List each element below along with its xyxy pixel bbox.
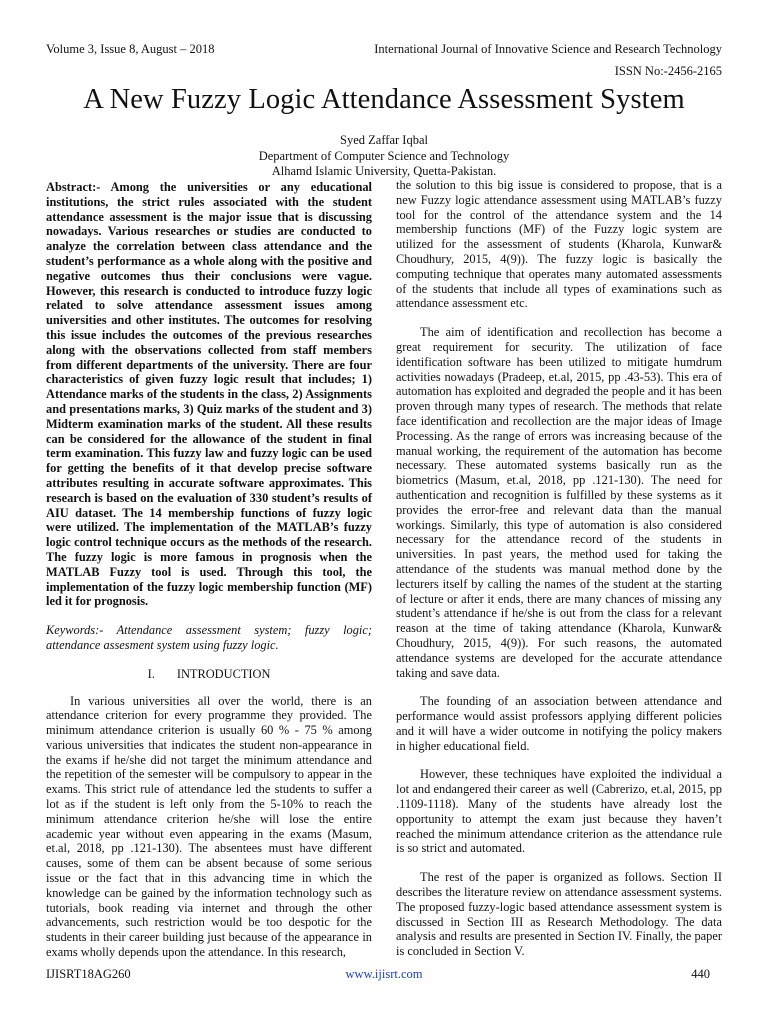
- paragraph: However, these techniques have exploited the individual a lot and endangered their career as well (Cabrerizo, et.al, 2015, pp .1109-1118). Many of the students have already lost the opportunity to attempt the exam just because they haven’t reached the minimum attendance criterion as the attendance rule is so strict and automated.: [396, 767, 722, 856]
- paper-title: A New Fuzzy Logic Attendance Assessment System: [83, 84, 685, 115]
- author-university: Alhamd Islamic University, Quetta-Pakistan.: [271, 164, 497, 178]
- intro-paragraph: In various universities all over the world, there is an attendance criterion for every programme they provided. The minimum attendance criterion is usually 60 % - 75 % among various universities that indicates the student non-appearance in the exams if he/she did not target the minimum attendance and the repetition of the semester will be compulsory to appear in the exams. This strict rule of attendance led the students to suffer a lot as if the student is left only from the 5-10% to reach the minimum attendance criterion he/she will lose the entire academic year without even appearing in the exams (Masum, et.al, 2018, pp .121-130). The absentees must have different causes, some of them can be absent because of some serious issue or the fact that in this advancing time in which the knowledge can be gained by the information technology such as tutorials, book reading via internet and through the other advancements, such restriction would be too despotic for the students in their career building just because of the appearance in exams wholly depends upon the attendance. In this research,: [46, 693, 372, 960]
- author-block: [0, 133, 768, 180]
- website-link[interactable]: www.ijisrt.com: [345, 967, 423, 981]
- abstract: Abstract:- Among the universities or any educational institutions, the strict rules associated with the student attendance assessment is the major issue that is discussing nowadays. Various researches or studies are conducted to analyze the correlation between class attendance and the student’s performance as a whole along with the positive and negative outcomes thus their conclusions were vague. However, this research is conducted to introduce fuzzy logic related to solve attendance assessment issues among universities and other institutes. The outcomes for resolving this issue includes the outcomes of the previous researches along with the observations collected from staff members from different departments of the university. There are four characteristics of given fuzzy logic result that includes; 1) Attendance marks of the students in the class, 2) Assignments and presentations marks, 3) Quiz marks of the student and 3) Midterm examination marks of the student. All these results can be considered for the allowance of the student in final term examination. This fuzzy law and fuzzy logic can be used for getting the benefits of it that develop precise software attributes resulting in accurate software approximates. This research is based on the evaluation of 330 student’s results of AIU dataset. The 14 membership functions of fuzzy logic were utilized. The implementation of the MATLAB’s fuzzy logic control technique occurs as the methods of the research. The fuzzy logic is more famous in prognosis when the MATLAB Fuzzy tool is used. Through this tool, the implementation of the fuzzy logic membership function (MF) led it for prognosis.: [46, 180, 372, 609]
- section-number: I.: [147, 666, 155, 681]
- author-name: Syed Zaffar Iqbal: [340, 133, 428, 147]
- paragraph: The founding of an association between attendance and performance would assist professors applying different policies and it will have a wider outcome in notifying the policy makers in higher educational field.: [396, 694, 722, 753]
- volume-info: Volume 3, Issue 8, August – 2018: [46, 42, 215, 56]
- paragraph: The rest of the paper is organized as follows. Section II describes the literature review on attendance assessment systems. The proposed fuzzy-logic based attendance assessment system is discussed in Section III as Research Methodology. The data analysis and results are presented in Section IV. Finally, the paper is concluded in Section V.: [396, 870, 722, 959]
- paragraph-continued: the solution to this big issue is considered to propose, that is a new Fuzzy logic attendance assessment using MATLAB’s fuzzy tool for the control of the attendance system and the 14 membership functions (MF) of the Fuzzy logic system are utilized for the assessment of students (Kharola, Kunwar& Choudhury, 2015, 4(9)). The fuzzy logic is basically the computing technique that operates many automated assessments of the students that include all types of examinations such as attendance assessment etc.: [396, 178, 722, 311]
- section-title: INTRODUCTION: [176, 666, 271, 681]
- left-column: [46, 180, 372, 960]
- page-number: 440: [691, 967, 710, 981]
- right-column: [396, 178, 722, 959]
- journal-name: International Journal of Innovative Science and Research Technology: [374, 42, 722, 56]
- issn: ISSN No:-2456-2165: [614, 64, 722, 78]
- paper-code: IJISRT18AG260: [46, 967, 131, 981]
- author-department: Department of Computer Science and Technology: [258, 148, 510, 163]
- paragraph: The aim of identification and recollection has become a great requirement for security. The utilization of face identification software has been utilized to mitigate humdrum activities nowadays (Pradeep, et.al, 2015, pp .43-53). This era of automation has exploited and degraded the people and it has been proven through many types of research. The methods that relate face identification and recollection are the major ideas of Image Processing. As the range of errors was increasing because of the manual working, the requirement of the automation has become necessary. These automated systems basically run as the biometrics (Masum, et.al, 2018, pp .121-130). The need for authentication and recognition is fulfilled by these systems as it provides the error-free and relevant data than the manual workings. Similarly, this type of automation is also considered necessary for the attendance record of the students in universities. In past years, the method used for taking the attendance of the students was manual method done by the lecturers itself by calling the names of the student at the starting of lecture or after it ends, there are many chances of missing any student’s attendance if he/she is out from the class for a relevant reason at the time of taking attendance (Kharola, Kunwar& Choudhury, 2015, 4(9)). For such reasons, the automated attendance systems are developed for the accurate attendance taking and save data.: [396, 325, 722, 680]
- section-heading: [46, 667, 372, 682]
- keywords: Keywords:- Attendance assessment system; fuzzy logic; attendance assesment system using fuzzy logic.: [46, 623, 372, 652]
